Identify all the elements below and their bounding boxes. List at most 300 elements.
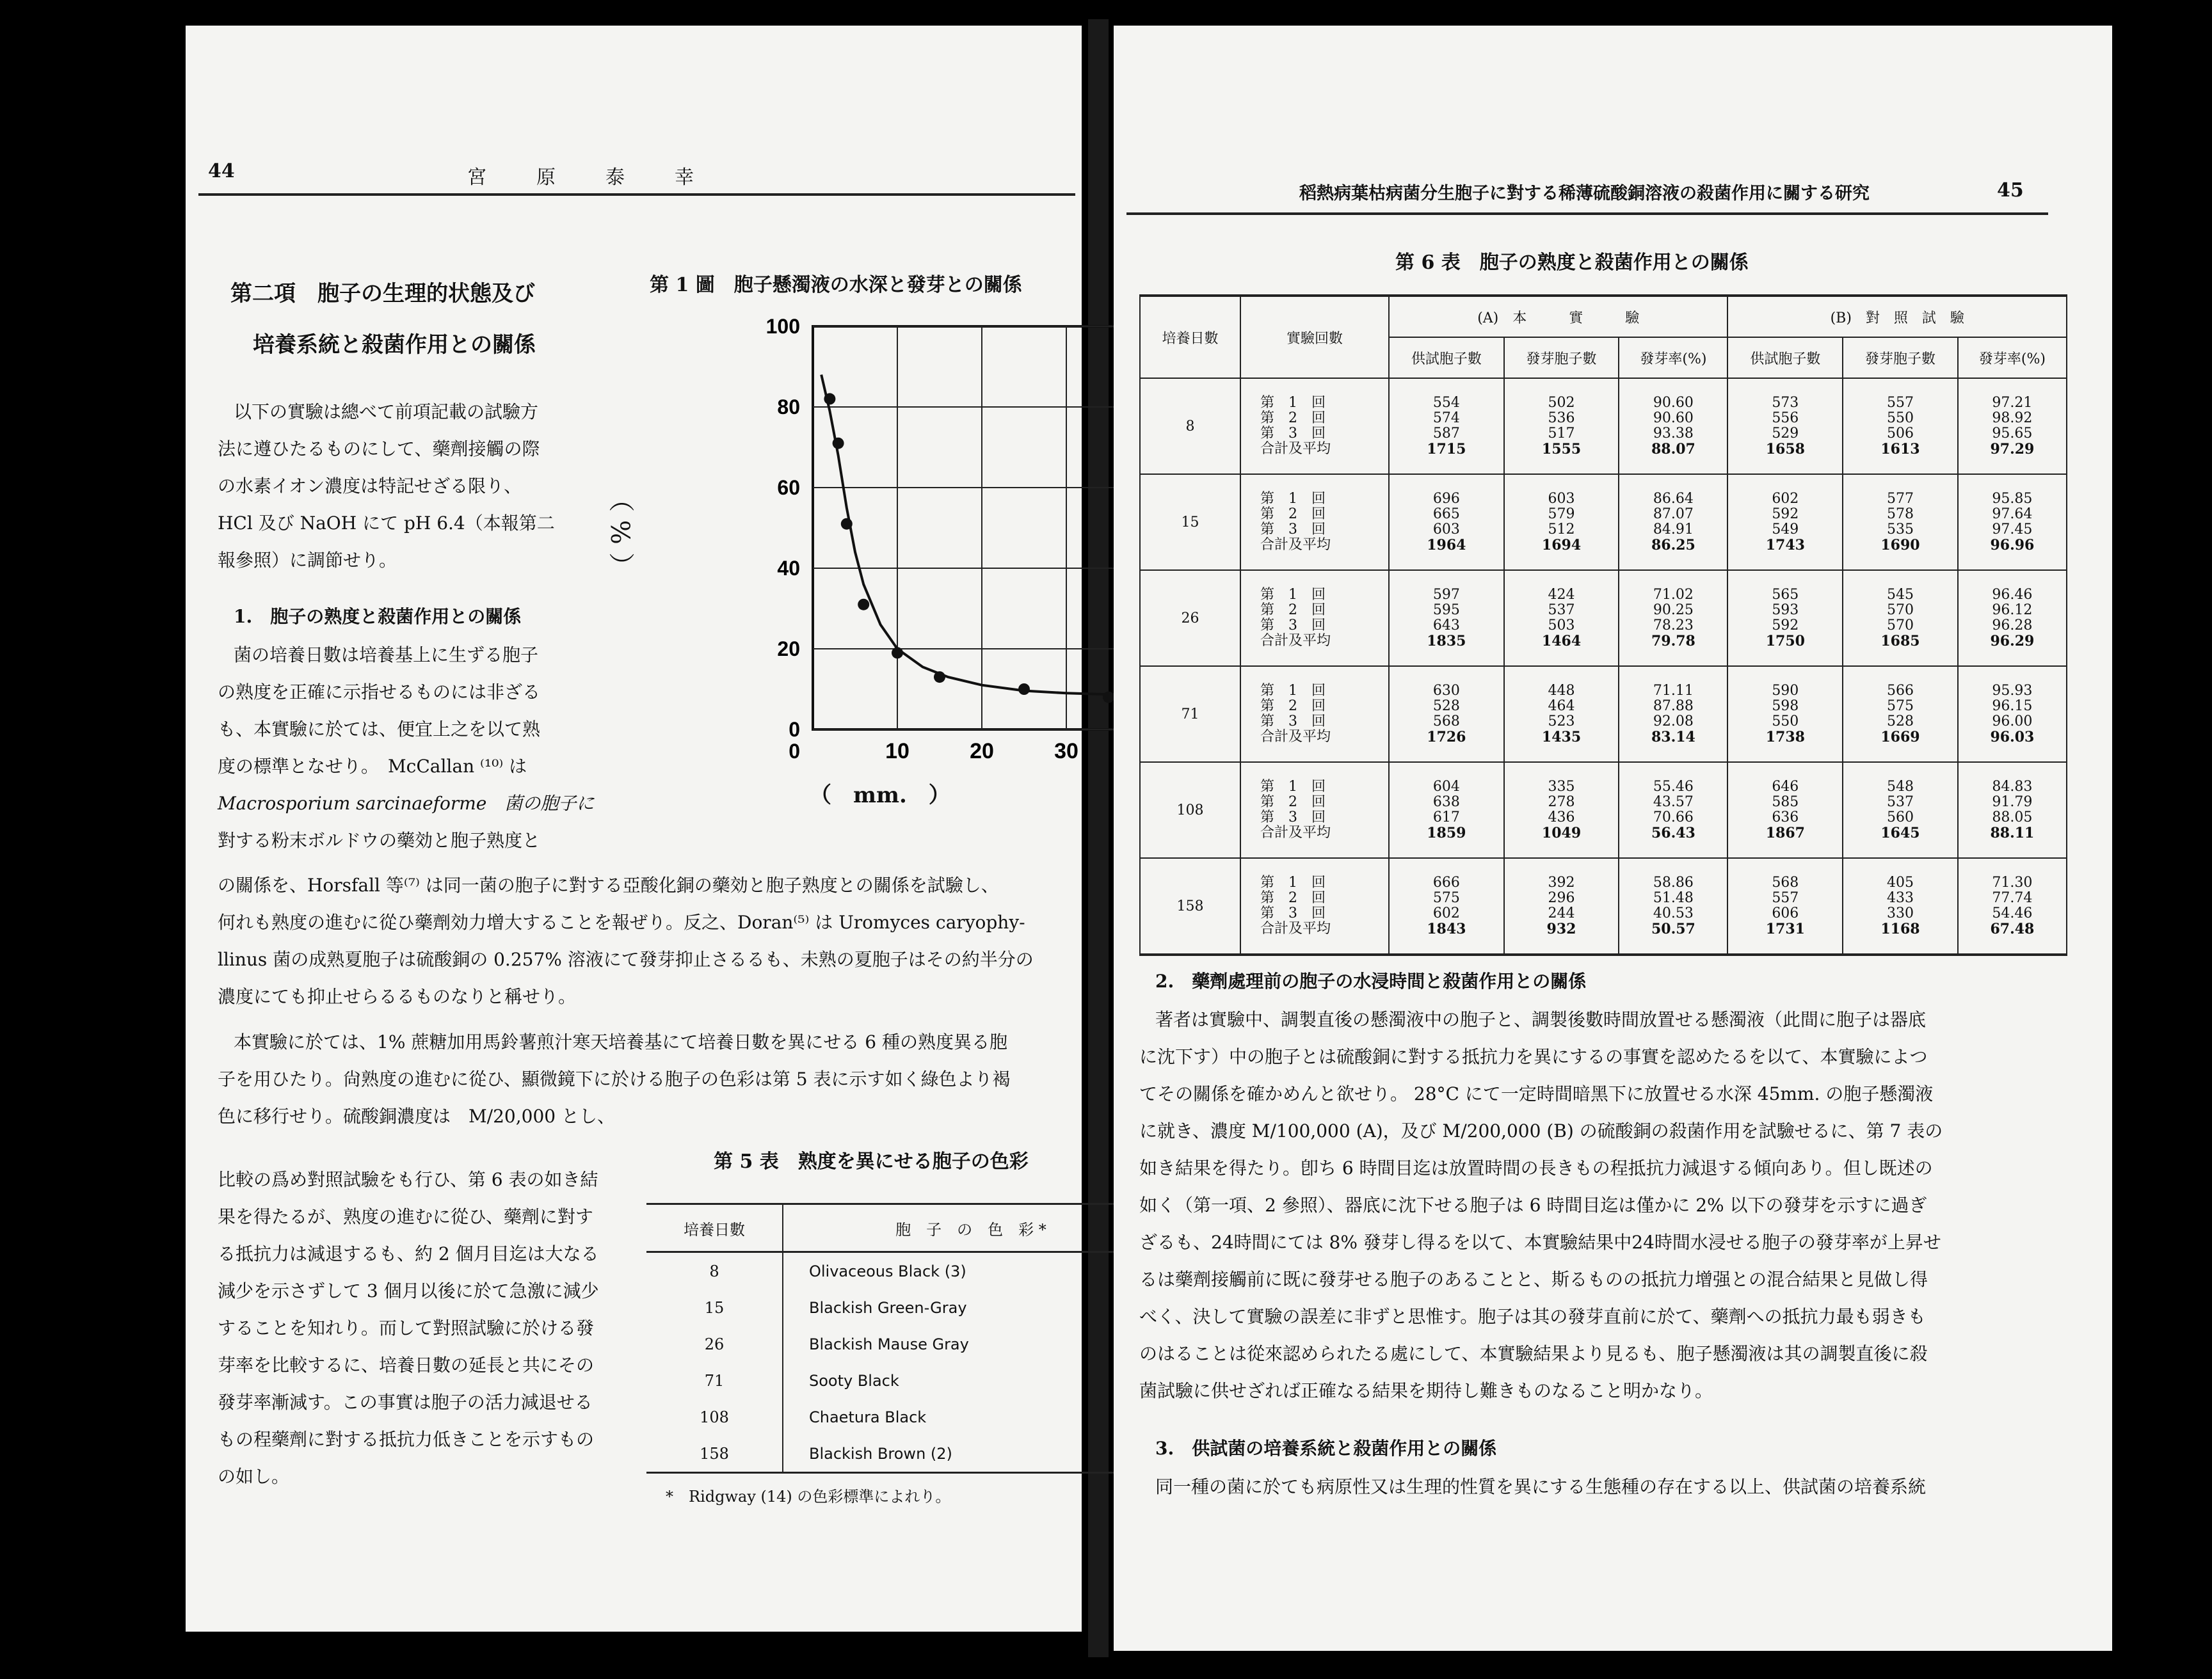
table-6-cell-stack (1389, 378, 1504, 474)
table-6-value: 96.46 (1992, 587, 2033, 603)
table-6-value: 603 (1432, 521, 1460, 537)
header-rule-left (198, 193, 1075, 196)
table-6-value: 579 (1548, 506, 1575, 522)
table-6-value: 592 (1772, 506, 1799, 522)
table-6-value: 587 (1432, 426, 1460, 442)
table-6-value: 84.83 (1992, 779, 2033, 795)
text-line: 芽率を比較するに、培養日數の延長と共にその (218, 1355, 595, 1376)
table-6-value: 86.64 (1653, 491, 1694, 507)
table-6-value: 87.07 (1653, 506, 1694, 522)
page-number-right: 45 (1997, 179, 2024, 202)
text-line: 度の標準となせり。 McCallan ⁽¹⁰⁾ は (218, 756, 527, 777)
table-6-header-days: 培養日數 (1140, 296, 1240, 378)
table-6-value: 86.25 (1651, 537, 1695, 553)
table-6-value: 932 (1546, 921, 1576, 937)
text-line: の水素イオン濃度は特記せざる限り、 (218, 475, 522, 497)
table-6-value: 43.57 (1653, 794, 1694, 810)
table-6-value: 97.21 (1992, 395, 2033, 411)
paragraph-2-full (218, 867, 1034, 1015)
trial-label: 第 3 回 (1260, 521, 1326, 537)
y-tick-label: 100 (765, 315, 800, 338)
text-line: 如き結果を得たり。卽ち 6 時間目迄は放置時間の長きもの程抵抗力減退する傾向あり。但し既述の (1139, 1158, 1933, 1179)
table-6-value: 54.46 (1992, 905, 2033, 921)
table-6-value: 67.48 (1990, 921, 2035, 937)
trial-label: 合計及平均 (1260, 633, 1331, 649)
table-6-value: 93.38 (1653, 426, 1694, 442)
table-6-value: 1964 (1427, 537, 1466, 553)
trial-label: 合計及平均 (1260, 825, 1331, 841)
paragraph-4 (1139, 1001, 1943, 1410)
text-line: 色に移行せり。硫酸銅濃度は M/20,000 とし、 (218, 1106, 615, 1127)
table-6-value: 96.12 (1992, 602, 2033, 618)
left-page (186, 26, 1082, 1632)
text-line: 濃度にても抑止せらるるものなりと稱せり。 (218, 986, 577, 1007)
trial-label: 第 1 回 (1260, 779, 1326, 795)
table-6-value: 566 (1886, 683, 1914, 699)
trial-label: 第 2 回 (1260, 602, 1326, 618)
table-6-value: 55.46 (1653, 779, 1694, 795)
table-6-value: 638 (1432, 794, 1460, 810)
trial-label: 第 3 回 (1260, 617, 1326, 633)
table-6-value: 392 (1548, 875, 1575, 891)
table-6-value: 529 (1772, 426, 1799, 442)
page-number-left: 44 (208, 160, 235, 182)
table-6-value: 1669 (1880, 729, 1920, 745)
table-6-cell-stack (1843, 570, 1958, 666)
table-6-value: 1685 (1880, 633, 1920, 649)
trial-label: 第 1 回 (1260, 587, 1326, 603)
table-6-cell-stack (1727, 666, 1843, 762)
table-6-cell-stack (1727, 762, 1843, 858)
table-6-cell-stack (1727, 378, 1843, 474)
table-5-days: 158 (646, 1435, 783, 1473)
table-6-value: 606 (1772, 905, 1799, 921)
trial-label: 第 1 回 (1260, 491, 1326, 507)
table-6-value: 568 (1772, 875, 1799, 891)
table-6-cell-stack (1389, 858, 1504, 955)
table-5-caption: 第 5 表 熟度を異にせる胞子の色彩 (714, 1150, 1029, 1173)
table-6-cell-stack (1504, 762, 1619, 858)
table-6-value: 636 (1772, 809, 1799, 825)
table-6-cell-stack (1619, 378, 1727, 474)
table-6-value: 96.96 (1990, 537, 2035, 553)
table-6-value: 1464 (1541, 633, 1582, 649)
table-6-cell-stack (1727, 570, 1843, 666)
figure-1-caption: 第 1 圖 胞子懸濁液の水深と發芽との關係 (650, 274, 1022, 296)
table-6-caption: 第 6 表 胞子の熟度と殺菌作用との關係 (1395, 251, 1749, 274)
text-line: 著者は實驗中、調製直後の懸濁液中の胞子と、調製後數時間放置せる懸濁液（此間に胞子は器底 (1155, 1009, 1927, 1030)
table-6-value: 330 (1886, 905, 1914, 921)
table-6-value: 296 (1548, 890, 1575, 906)
table-6-value: 565 (1772, 587, 1799, 603)
table-row (646, 1435, 1158, 1473)
trial-label: 第 2 回 (1260, 794, 1326, 810)
table-6-value: 503 (1548, 617, 1575, 633)
text-line: 何れも熟度の進むに從ひ藥劑効力增大することを報ぜり。反之、Doran⁽⁵⁾ は Uromyces caryophy- (218, 912, 1025, 933)
table-6-value: 1750 (1765, 633, 1805, 649)
table-6-value: 523 (1548, 713, 1575, 729)
table-6-value: 88.11 (1990, 825, 2035, 841)
table-6-value: 40.53 (1653, 905, 1694, 921)
paragraph-3 (218, 1024, 1011, 1135)
text-line: Macrosporium sarcinaeforme 菌の胞子に (218, 793, 595, 814)
table-6-value: 50.57 (1651, 921, 1695, 937)
text-line: llinus 菌の成熟夏胞子は硫酸銅の 0.257% 溶液にて發芽抑止さるるも、未熟の夏胞子はその約半分の (218, 949, 1034, 970)
table-6-value: 97.64 (1992, 506, 2033, 522)
table-6-value: 1715 (1427, 441, 1466, 458)
table-6-value: 595 (1432, 602, 1460, 618)
table-6-value: 88.07 (1651, 441, 1695, 458)
subsection-1-heading: 1. 胞子の熟度と殺菌作用との關係 (234, 606, 522, 627)
table-6-cell-stack (1619, 474, 1727, 570)
table-6-cell-stack (1958, 474, 2067, 570)
text-line: の如し。 (218, 1466, 290, 1487)
table-6-value: 528 (1432, 698, 1460, 714)
table-row (646, 1399, 1158, 1435)
text-line: することを知れり。而して對照試驗に於ける發 (218, 1317, 595, 1339)
table-6-value: 464 (1548, 698, 1575, 714)
table-6-value: 528 (1886, 713, 1914, 729)
text-line: も、本實驗に於ては、便宜上之を以て熟 (218, 719, 541, 740)
table-5-days: 71 (646, 1362, 783, 1399)
table-6-value: 335 (1548, 779, 1575, 795)
table-6-value: 557 (1886, 395, 1914, 411)
table-6-value: 71.11 (1653, 683, 1694, 699)
table-6-value: 550 (1772, 713, 1799, 729)
table-6-value: 517 (1548, 426, 1575, 442)
figure-1-xlabel: （ mm. ） (810, 783, 950, 808)
trial-label: 第 2 回 (1260, 698, 1326, 714)
table-6-value: 244 (1548, 905, 1575, 921)
table-6-header-group-a: (A) 本 實 驗 (1389, 296, 1727, 337)
table-6-value: 617 (1432, 809, 1460, 825)
subsection-2-heading: 2. 藥劑處理前の胞子の水浸時間と殺菌作用との關係 (1155, 971, 1587, 992)
table-6-value: 84.91 (1653, 521, 1694, 537)
data-point (833, 438, 844, 449)
right-page (1114, 26, 2112, 1651)
table-6-days: 108 (1140, 762, 1240, 858)
trial-label: 第 3 回 (1260, 426, 1326, 442)
table-6-value: 535 (1886, 521, 1914, 537)
table-6-value: 574 (1432, 410, 1460, 426)
paragraph-5: 同一種の菌に於ても病原性又は生理的性質を異にする生態種の存在する以上、供試菌の培養系統 (1155, 1476, 1927, 1497)
text-line: 菌の培養日數は培養基上に生ずる胞子 (234, 644, 539, 665)
table-5-days: 108 (646, 1399, 783, 1435)
table-6-value: 424 (1548, 587, 1575, 603)
table-6-value: 577 (1886, 491, 1914, 507)
table-6-value: 696 (1432, 491, 1460, 507)
table-6-header-trial: 實驗回數 (1240, 296, 1389, 378)
table-6-value: 602 (1432, 905, 1460, 921)
table-row (1140, 378, 2067, 474)
trial-label: 合計及平均 (1260, 537, 1331, 553)
text-line: 報參照）に調節せり。 (218, 550, 397, 571)
text-line: 果を得たるが、熟度の進むに從ひ、藥劑に對す (218, 1206, 593, 1227)
trial-label: 第 3 回 (1260, 809, 1326, 825)
table-6-value: 548 (1886, 779, 1914, 795)
table-6-cell-stack (1619, 762, 1727, 858)
table-6-value: 96.29 (1990, 633, 2035, 649)
x-tick-label: 20 (970, 739, 994, 763)
table-6-cell-stack (1843, 858, 1958, 955)
text-line: 法に遵ひたるものにして、藥劑接觸の際 (218, 438, 540, 459)
table-6-value: 95.85 (1992, 491, 2033, 507)
table-5-header: 胞 子 の 色 彩 * (783, 1204, 1158, 1252)
y-tick-label: 20 (777, 637, 800, 660)
section-title-line1: 第二項 胞子の生理的状態及び (230, 281, 535, 306)
table-6-value: 570 (1886, 602, 1914, 618)
paragraph-1 (218, 394, 555, 579)
table-6-value: 83.14 (1651, 729, 1695, 745)
table-row (646, 1362, 1158, 1399)
table-6-value: 1049 (1541, 825, 1582, 841)
table-6-trial-labels (1240, 474, 1389, 570)
trial-label: 第 1 回 (1260, 683, 1326, 699)
table-6-value: 1658 (1765, 441, 1805, 458)
table-row (1140, 570, 2067, 666)
table-row (1140, 858, 2067, 955)
table-6-value: 1867 (1765, 825, 1805, 841)
table-6-cell-stack (1619, 570, 1727, 666)
table-row (646, 1289, 1158, 1326)
table-6-trial-labels (1240, 570, 1389, 666)
table-5-days: 8 (646, 1252, 783, 1290)
trial-label: 第 1 回 (1260, 395, 1326, 411)
text-line: に沈下す）中の胞子とは硫酸銅に對する抵抗力を異にするの事實を認めたるを以て、本實驗によつ (1139, 1046, 1928, 1067)
text-line: 菌試驗に供せざれば正確なる結果を期待し難きものなること明かなり。 (1139, 1380, 1713, 1401)
table-6-value: 90.60 (1653, 395, 1694, 411)
table-6-value: 556 (1772, 410, 1799, 426)
header-rule-right (1126, 212, 2048, 215)
table-6-cell-stack (1619, 666, 1727, 762)
table-6-value: 590 (1772, 683, 1799, 699)
table-6-value: 646 (1772, 779, 1799, 795)
table-6-value: 278 (1548, 794, 1575, 810)
x-origin-label: 0 (789, 740, 800, 763)
running-head-right: 稻熱病葉枯病菌分生胞子に對する稀薄硫酸銅溶液の殺菌作用に關する研究 (1299, 184, 1870, 203)
data-point (841, 518, 853, 530)
table-6-value: 1726 (1427, 729, 1466, 745)
trial-label: 合計及平均 (1260, 921, 1331, 937)
table-6-value: 97.29 (1990, 441, 2035, 458)
data-point (858, 599, 869, 610)
trial-label: 合計及平均 (1260, 729, 1331, 745)
table-6-col-header: 供試胞子數 (1727, 337, 1843, 378)
table-6-cell-stack (1958, 666, 2067, 762)
table-6-value: 1859 (1427, 825, 1466, 841)
table-6-cell-stack (1958, 858, 2067, 955)
table-6-trial-labels (1240, 858, 1389, 955)
y-tick-label: 40 (777, 557, 800, 580)
table-6-cell-stack (1504, 570, 1619, 666)
table-6-value: 88.05 (1992, 809, 2033, 825)
table-6-cell-stack (1504, 378, 1619, 474)
table-6-value: 1738 (1765, 729, 1805, 745)
table-6-days: 8 (1140, 378, 1240, 474)
table-6-value: 506 (1886, 426, 1914, 442)
table-6-value: 98.92 (1992, 410, 2033, 426)
table-6-value: 1613 (1880, 441, 1920, 458)
table-6-value: 602 (1772, 491, 1799, 507)
table-6-days: 158 (1140, 858, 1240, 955)
text-line: の熟度を正確に示指せるものには非ざる (218, 681, 541, 703)
table-6-header-group-b: (B) 對 照 試 驗 (1727, 296, 2067, 337)
trial-label: 合計及平均 (1260, 441, 1331, 457)
table-6-value: 1743 (1765, 537, 1805, 553)
table-6-value: 90.25 (1653, 602, 1694, 618)
table-row (1140, 666, 2067, 762)
table-6-value: 91.79 (1992, 794, 2033, 810)
text-line: の關係を、Horsfall 等⁽⁷⁾ は同一菌の胞子に對する亞酸化銅の藥効と胞子熟度との關係を試驗し、 (218, 875, 999, 896)
table-6-cell-stack (1843, 378, 1958, 474)
table-6-value: 666 (1432, 875, 1460, 891)
table-6-value: 643 (1432, 617, 1460, 633)
table-6-value: 592 (1772, 617, 1799, 633)
text-line: 減少を示さずして 3 個月以後に於て急激に減少 (218, 1280, 599, 1301)
table-6-days: 15 (1140, 474, 1240, 570)
table-6-value: 78.23 (1653, 617, 1694, 633)
table-6-value: 665 (1432, 506, 1460, 522)
table-6-cell-stack (1389, 474, 1504, 570)
table-6-value: 96.15 (1992, 698, 2033, 714)
table-6-value: 585 (1772, 794, 1799, 810)
table-6-value: 51.48 (1653, 890, 1694, 906)
table-6-value: 557 (1772, 890, 1799, 906)
table-6-value: 90.60 (1653, 410, 1694, 426)
table-6-value: 573 (1772, 395, 1799, 411)
table-5-color: Sooty Black (809, 1371, 899, 1390)
table-6-cell-stack (1389, 762, 1504, 858)
table-6-value: 92.08 (1653, 713, 1694, 729)
text-line: 對する粉末ボルドウの藥効と胞子熟度と (218, 830, 541, 851)
table-row (646, 1326, 1158, 1362)
table-6-value: 593 (1772, 602, 1799, 618)
table-6-value: 598 (1772, 698, 1799, 714)
table-6-value: 95.93 (1992, 683, 2033, 699)
table-6-value: 568 (1432, 713, 1460, 729)
table-6-value: 433 (1886, 890, 1914, 906)
text-line: HCl 及び NaOH にて pH 6.4（本報第二 (218, 513, 555, 534)
table-6-value: 570 (1886, 617, 1914, 633)
table-6-cell-stack (1389, 570, 1504, 666)
table-6-cell-stack (1727, 858, 1843, 955)
table-6-cell-stack (1504, 858, 1619, 955)
table-6-value: 70.66 (1653, 809, 1694, 825)
x-tick-label: 30 (1054, 739, 1078, 763)
table-6-cell-stack (1958, 378, 2067, 474)
table-6-value: 512 (1548, 521, 1575, 537)
subsection-3-heading: 3. 供試菌の培養系統と殺菌作用との關係 (1155, 1438, 1497, 1459)
table-5-color: Olivaceous Black (3) (809, 1262, 966, 1280)
text-line: てその關係を確かめんと欲せり。 28°C にて一定時間暗黑下に放置せる水深 45mm. の胞子懸濁液 (1139, 1083, 1934, 1104)
table-6-value: 630 (1432, 683, 1460, 699)
table-6-value: 537 (1886, 794, 1914, 810)
table-6-cell-stack (1727, 474, 1843, 570)
text-line: 比較の爲め對照試驗をも行ひ、第 6 表の如き結 (218, 1169, 598, 1190)
table-6 (1139, 294, 2067, 956)
section-title-line2: 培養系統と殺菌作用との關係 (253, 332, 536, 358)
table-6-value: 502 (1548, 395, 1575, 411)
text-line: 以下の實驗は總べて前項記載の試驗方 (234, 401, 539, 422)
text-line: る抵抗力は減退するも、約 2 個月目迄は大なる (218, 1243, 599, 1264)
table-6-cell-stack (1504, 666, 1619, 762)
table-row (646, 1252, 1158, 1290)
table-6-value: 603 (1548, 491, 1575, 507)
table-6-col-header: 供試胞子數 (1389, 337, 1504, 378)
table-6-value: 1835 (1427, 633, 1466, 649)
table-6-value: 96.00 (1992, 713, 2033, 729)
table-6-col-header: 發芽胞子數 (1504, 337, 1619, 378)
text-line: るは藥劑接觸前に既に發芽せる胞子のあることと、斯るものの抵抗力增强との混合結果と見做し得 (1139, 1269, 1928, 1290)
table-6-days: 71 (1140, 666, 1240, 762)
table-6-value: 1694 (1541, 537, 1582, 553)
x-tick-label: 10 (885, 739, 910, 763)
table-6-value: 96.28 (1992, 617, 2033, 633)
text-line: もの程藥劑に對する抵抗力低きことを示すもの (218, 1429, 595, 1450)
table-6-days: 26 (1140, 570, 1240, 666)
table-5-header: 培養日數 (646, 1204, 783, 1252)
table-6-col-header: 發芽率(%) (1958, 337, 2067, 378)
table-6-cell-stack (1843, 666, 1958, 762)
y-tick-label: 80 (777, 395, 800, 418)
table-6-value: 1690 (1880, 537, 1920, 553)
table-6-trial-labels (1240, 666, 1389, 762)
data-point (1018, 683, 1030, 695)
table-6-value: 58.86 (1653, 875, 1694, 891)
table-5-color: Blackish Brown (2) (783, 1435, 1158, 1473)
table-5-footnote: * Ridgway (14) の色彩標準によれり。 (666, 1488, 951, 1506)
text-line: 本實驗に於ては、1% 蔗糖加用馬鈴薯煎汁寒天培養基にて培養日數を異にせる 6 種の熟度異る胞 (234, 1031, 1007, 1053)
table-6-cell-stack (1504, 474, 1619, 570)
table-6-col-header: 發芽率(%) (1619, 337, 1727, 378)
table-6-value: 56.43 (1651, 825, 1695, 841)
text-line: 發芽率漸減す。この事實は胞子の活力減退せる (218, 1392, 593, 1413)
trial-label: 第 2 回 (1260, 890, 1326, 906)
table-row (1140, 762, 2067, 858)
data-point (824, 393, 835, 404)
table-6-value: 1555 (1541, 441, 1582, 458)
table-6-value: 537 (1548, 602, 1575, 618)
figure-1-ylabel: （ % ） (605, 486, 634, 578)
table-6-value: 554 (1432, 395, 1460, 411)
table-6-value: 604 (1432, 779, 1460, 795)
table-6-value: 71.30 (1992, 875, 2033, 891)
y-tick-label: 0 (789, 718, 800, 741)
table-6-value: 575 (1886, 698, 1914, 714)
table-6-cell-stack (1389, 666, 1504, 762)
table-6-value: 1435 (1541, 729, 1582, 745)
text-line: べく、決して實驗の誤差に非ずと思惟す。胞子は其の發芽直前に於て、藥劑への抵抗力最も弱きも (1139, 1306, 1926, 1327)
table-6-cell-stack (1958, 762, 2067, 858)
data-point (934, 671, 945, 683)
table-6-value: 97.45 (1992, 521, 2033, 537)
trial-label: 第 3 回 (1260, 905, 1326, 921)
table-6-trial-labels (1240, 762, 1389, 858)
table-5-color: Blackish Mause Gray (809, 1335, 969, 1353)
table-5-days: 26 (646, 1326, 783, 1362)
table-6-value: 87.88 (1653, 698, 1694, 714)
table-6-value: 79.78 (1651, 633, 1695, 649)
table-6-value: 575 (1432, 890, 1460, 906)
table-6-value: 95.65 (1992, 426, 2033, 442)
table-6-value: 71.02 (1653, 587, 1694, 603)
trial-label: 第 2 回 (1260, 410, 1326, 426)
table-6-cell-stack (1843, 474, 1958, 570)
paragraph-3-narrow (218, 1161, 599, 1495)
running-head-left: 宮 原 泰 幸 (467, 166, 698, 189)
paragraph-2 (218, 637, 594, 859)
text-line: に就き、濃度 M/100,000 (A)，及び M/200,000 (B) の硫酸銅の殺菌作用を試驗せるに、第 7 表の (1139, 1120, 1943, 1142)
